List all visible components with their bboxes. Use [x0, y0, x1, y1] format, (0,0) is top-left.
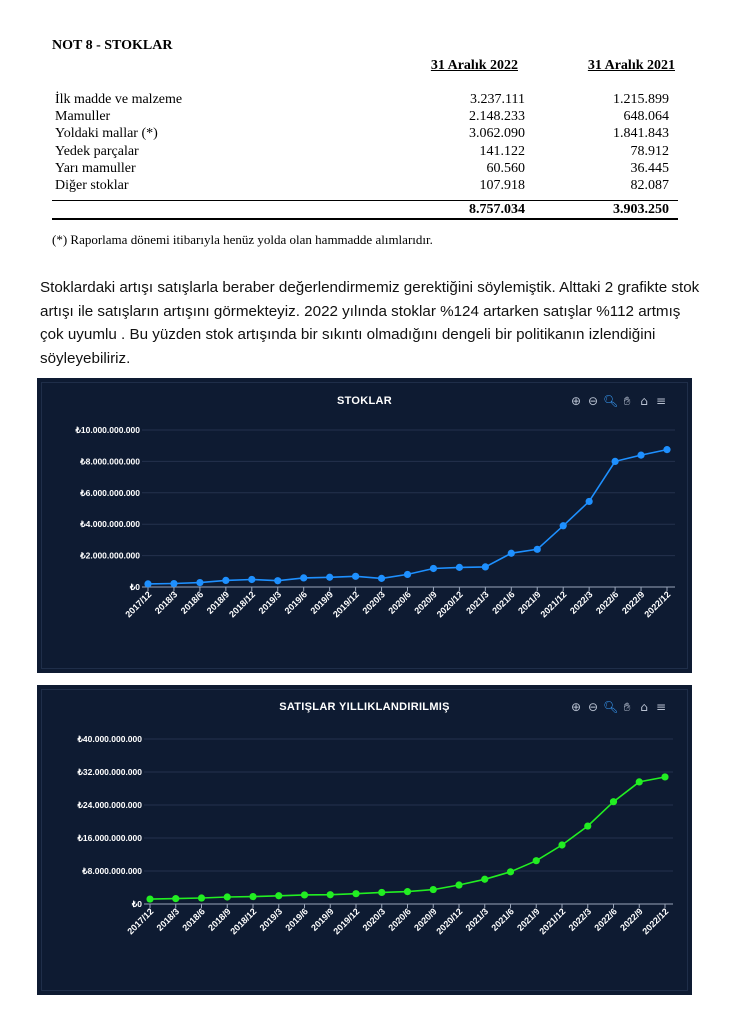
x-tick-label: 2021/6	[490, 589, 517, 616]
x-tick-label: 2022/6	[592, 906, 619, 933]
data-point	[508, 550, 515, 557]
x-tick-label: 2022/9	[618, 906, 645, 933]
y-tick-label: ₺16.000.000.000	[77, 833, 142, 843]
x-tick-label: 2018/9	[206, 906, 233, 933]
value-2022: 2.148.233	[469, 109, 525, 124]
row-label: Yedek parçalar	[55, 144, 139, 159]
total-2021: 3.903.250	[613, 202, 669, 217]
x-tick-label: 2019/12	[331, 906, 362, 937]
x-tick-label: 2019/3	[256, 589, 284, 616]
y-tick-label: ₺40.000.000.000	[77, 734, 142, 744]
data-point	[430, 565, 437, 572]
table-row	[55, 92, 675, 109]
data-point	[378, 575, 385, 582]
x-tick-label: 2020/3	[360, 589, 387, 616]
x-tick-label: 2019/6	[283, 906, 310, 933]
data-point	[198, 894, 205, 901]
zoom-out-icon[interactable]: ⊖	[587, 394, 599, 408]
y-tick-label: ₺0	[131, 899, 142, 909]
data-point	[560, 522, 567, 529]
x-tick-label: 2021/9	[515, 906, 542, 933]
data-point	[455, 881, 462, 888]
stock-line-chart	[37, 378, 692, 673]
data-point	[404, 888, 411, 895]
value-2021: 36.445	[630, 161, 669, 176]
data-point	[248, 576, 255, 583]
table-row	[55, 126, 675, 143]
data-point	[275, 892, 282, 899]
value-2022: 60.560	[486, 161, 525, 176]
table-row	[55, 178, 675, 195]
x-tick-label: 2019/3	[257, 906, 285, 933]
zoom-in-icon[interactable]: ⊕	[570, 700, 582, 714]
x-tick-label: 2019/9	[309, 906, 336, 933]
x-tick-label: 2022/3	[566, 906, 594, 933]
data-point	[507, 868, 514, 875]
data-point	[663, 446, 670, 453]
x-tick-label: 2018/9	[204, 589, 232, 616]
row-label: İlk madde ve malzeme	[55, 92, 183, 107]
data-point	[352, 890, 359, 897]
data-point	[430, 886, 437, 893]
x-tick-label: 2021/3	[463, 906, 491, 933]
x-tick-label: 2017/12	[125, 906, 156, 937]
data-point	[558, 841, 565, 848]
data-point	[224, 893, 231, 900]
home-icon[interactable]: ⌂	[640, 700, 648, 714]
total-rule-top	[52, 200, 678, 201]
zoom-in-icon[interactable]: ⊕	[570, 394, 582, 408]
y-tick-label: ₺4.000.000.000	[80, 519, 140, 530]
x-tick-label: 2020/3	[360, 906, 388, 933]
value-2021: 82.087	[630, 178, 669, 193]
y-tick-label: ₺2.000.000.000	[80, 550, 140, 561]
data-point	[274, 577, 281, 584]
value-2022: 141.122	[479, 144, 525, 159]
x-tick-label: 2018/6	[178, 589, 206, 616]
x-tick-label: 2018/3	[154, 906, 182, 933]
x-tick-label: 2021/6	[489, 906, 516, 933]
data-point	[300, 574, 307, 581]
x-tick-label: 2017/12	[123, 589, 154, 620]
data-point	[481, 876, 488, 883]
column-header-2021: 31 Aralık 2021	[587, 58, 675, 73]
x-tick-label: 2022/9	[619, 589, 647, 616]
sales-chart-panel	[37, 685, 692, 995]
x-tick-label: 2022/12	[640, 906, 671, 937]
value-2021: 1.841.843	[613, 126, 669, 141]
data-point	[533, 857, 540, 864]
y-tick-label: ₺8.000.000.000	[80, 456, 140, 467]
y-tick-label: ₺32.000.000.000	[77, 767, 142, 777]
x-tick-label: 2020/6	[386, 589, 413, 616]
value-2022: 107.918	[479, 178, 525, 193]
menu-icon[interactable]: ≡	[655, 394, 667, 408]
data-point	[352, 573, 359, 580]
x-tick-label: 2019/12	[330, 589, 362, 620]
data-point	[456, 564, 463, 571]
data-point	[378, 889, 385, 896]
x-tick-label: 2020/12	[434, 589, 465, 620]
x-tick-label: 2018/3	[152, 589, 180, 616]
y-tick-label: ₺6.000.000.000	[80, 487, 140, 498]
row-label: Yoldaki mallar (*)	[55, 126, 158, 141]
data-point	[301, 891, 308, 898]
x-tick-label: 2018/6	[180, 906, 207, 933]
sales-line-chart	[37, 685, 692, 995]
pan-hand-icon[interactable]: ✋︎	[623, 700, 631, 714]
data-point	[170, 580, 177, 587]
note-title: NOT 8 - STOKLAR	[52, 38, 173, 53]
data-point	[196, 579, 203, 586]
data-point	[172, 895, 179, 902]
total-rule-bottom	[52, 218, 678, 220]
row-label: Yarı mamuller	[55, 161, 136, 176]
data-point	[249, 893, 256, 900]
x-tick-label: 2020/9	[412, 589, 439, 616]
value-2021: 648.064	[623, 109, 669, 124]
menu-icon[interactable]: ≡	[655, 700, 667, 714]
data-point	[610, 798, 617, 805]
x-tick-label: 2021/12	[537, 906, 568, 937]
chart-title: STOKLAR	[336, 395, 393, 407]
x-tick-label: 2020/12	[434, 906, 465, 937]
x-tick-label: 2020/9	[412, 906, 439, 933]
pan-hand-icon[interactable]: ✋︎	[623, 394, 631, 408]
table-row	[55, 144, 675, 161]
data-point	[404, 571, 411, 578]
zoom-out-icon[interactable]: ⊖	[587, 700, 599, 714]
data-point	[636, 778, 643, 785]
x-tick-label: 2022/3	[568, 589, 595, 616]
value-2022: 3.062.090	[469, 126, 525, 141]
footnote: (*) Raporlama dönemi itibarıyla henüz yolda olan hammadde alımlarıdır.	[52, 232, 433, 247]
value-2021: 1.215.899	[613, 92, 669, 107]
data-point	[661, 773, 668, 780]
x-tick-label: 2018/12	[228, 906, 259, 937]
x-tick-label: 2019/9	[308, 589, 336, 616]
column-header-2022: 31 Aralık 2022	[430, 58, 518, 73]
x-tick-label: 2020/6	[386, 906, 413, 933]
value-2021: 78.912	[630, 144, 669, 159]
stock-chart-panel	[37, 378, 692, 673]
y-tick-label: ₺8.000.000.000	[82, 866, 142, 876]
data-point	[612, 458, 619, 465]
data-point	[586, 498, 593, 505]
row-label: Mamuller	[55, 109, 111, 124]
table-row	[55, 161, 675, 178]
value-2022: 3.237.111	[470, 92, 525, 107]
x-tick-label: 2022/12	[642, 589, 673, 620]
data-point	[584, 822, 591, 829]
x-tick-label: 2019/6	[282, 589, 310, 616]
magnify-icon[interactable]: 🔍︎	[603, 700, 619, 714]
x-tick-label: 2022/6	[593, 589, 621, 616]
data-point	[222, 577, 229, 584]
x-tick-label: 2021/12	[538, 589, 569, 620]
home-icon[interactable]: ⌂	[640, 394, 648, 408]
x-tick-label: 2021/3	[464, 589, 491, 616]
data-point	[327, 891, 334, 898]
commentary-paragraph: Stoklardaki artışı satışlarla beraber değerlendirmemiz gerektiğini söylemiştik. Alttaki 2 grafikte stok artışı ile satışların artışını görmekteyiz. 2022 yılında stoklar %124 artarken satışlar %112 artmış çok uyumlu . Bu yüzden stok artışında bir sıkıntı olmadığını dengeli bir politikanın izlendiğini söyleyebiliriz.	[40, 279, 700, 367]
y-tick-label: ₺24.000.000.000	[77, 800, 142, 810]
total-2022: 8.757.034	[469, 202, 525, 217]
data-point	[482, 563, 489, 570]
x-tick-label: 2021/9	[516, 589, 543, 616]
chart-title: SATIŞLAR YILLIKLANDIRILMIŞ	[279, 701, 450, 713]
x-tick-label: 2018/12	[227, 589, 258, 620]
y-tick-label: ₺0	[129, 582, 140, 592]
data-point	[637, 452, 644, 459]
inventory-note	[0, 0, 733, 250]
series-line	[148, 450, 667, 584]
data-point	[144, 580, 151, 587]
data-point	[534, 546, 541, 553]
magnify-icon[interactable]: 🔍︎	[603, 394, 619, 408]
row-label: Diğer stoklar	[55, 178, 129, 193]
y-tick-label: ₺10.000.000.000	[75, 425, 140, 435]
table-row	[55, 109, 675, 126]
data-point	[146, 895, 153, 902]
data-point	[326, 574, 333, 581]
